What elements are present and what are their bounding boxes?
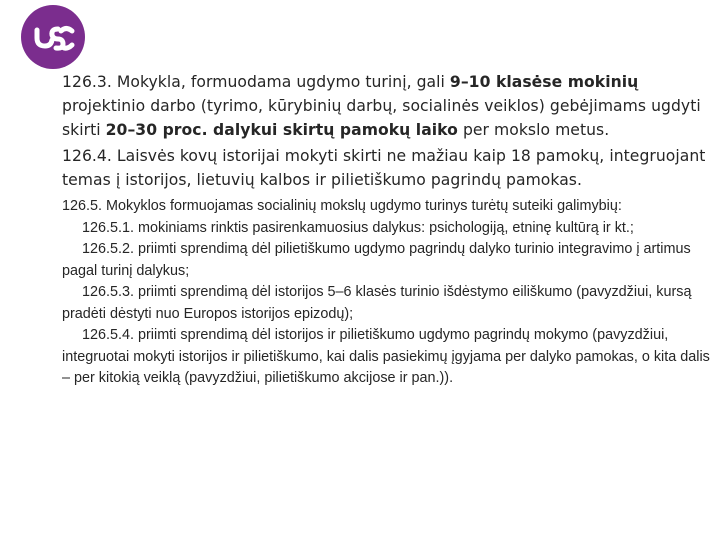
document-body — [62, 70, 712, 390]
paragraph-126-5-3: 126.5.3. priimti sprendimą dėl istorijos 5–6 klasės turinio išdėstymo eiliškumo (pavyzdžiui, kursą pradėti dėstyti nuo Europos istorijos epizodų); — [62, 284, 692, 322]
logo-icon — [20, 4, 86, 70]
usc-logo — [20, 4, 86, 70]
bold-percentage: 20–30 proc. dalykui skirtų pamokų laiko — [105, 121, 458, 139]
paragraph-126-5-4: 126.5.4. priimti sprendimą dėl istorijos ir pilietiškumo ugdymo pagrindų mokymo (pavyzdžiui, integruotai mokyti istorijos ir pilietiškumo, kai dalis pasiekimų įgyjama per dalyko pamokas, o kita dalis – per kitokią veiklą (pavyzdžiui, pilietiškumo akcijose ir pan.)). — [62, 327, 710, 386]
paragraph-126-5-1: 126.5.1. mokiniams rinktis pasirenkamuosius dalykus: psichologiją, etninę kultūrą ir kt.; — [82, 219, 634, 236]
paragraph-126-5-2: 126.5.2. priimti sprendimą dėl pilietiškumo ugdymo pagrindų dalyko turinio integravimo į artimus pagal turinį dalykus; — [62, 241, 691, 279]
paragraph-126-3: 126.3. Mokykla, formuodama ugdymo turinį, gali 9–10 klasėse mokinių projektinio darbo (tyrimo, kūrybinių darbų, socialinės veiklos) gebėjimams ugdyti skirti 20–30 proc. dalykui skirtų pamokų laiko per mokslo metus. — [62, 73, 701, 139]
bold-grades: 9–10 klasėse mokinių — [449, 73, 639, 91]
paragraph-126-5: 126.5. Mokyklos formuojamas socialinių mokslų ugdymo turinys turėtų suteiki galimybių: — [62, 198, 622, 214]
paragraph-126-4: 126.4. Laisvės kovų istorijai mokyti skirti ne mažiau kaip 18 pamokų, integruojant temas į istorijos, lietuvių kalbos ir pilietiškumo pagrindų pamokas. — [62, 147, 706, 189]
